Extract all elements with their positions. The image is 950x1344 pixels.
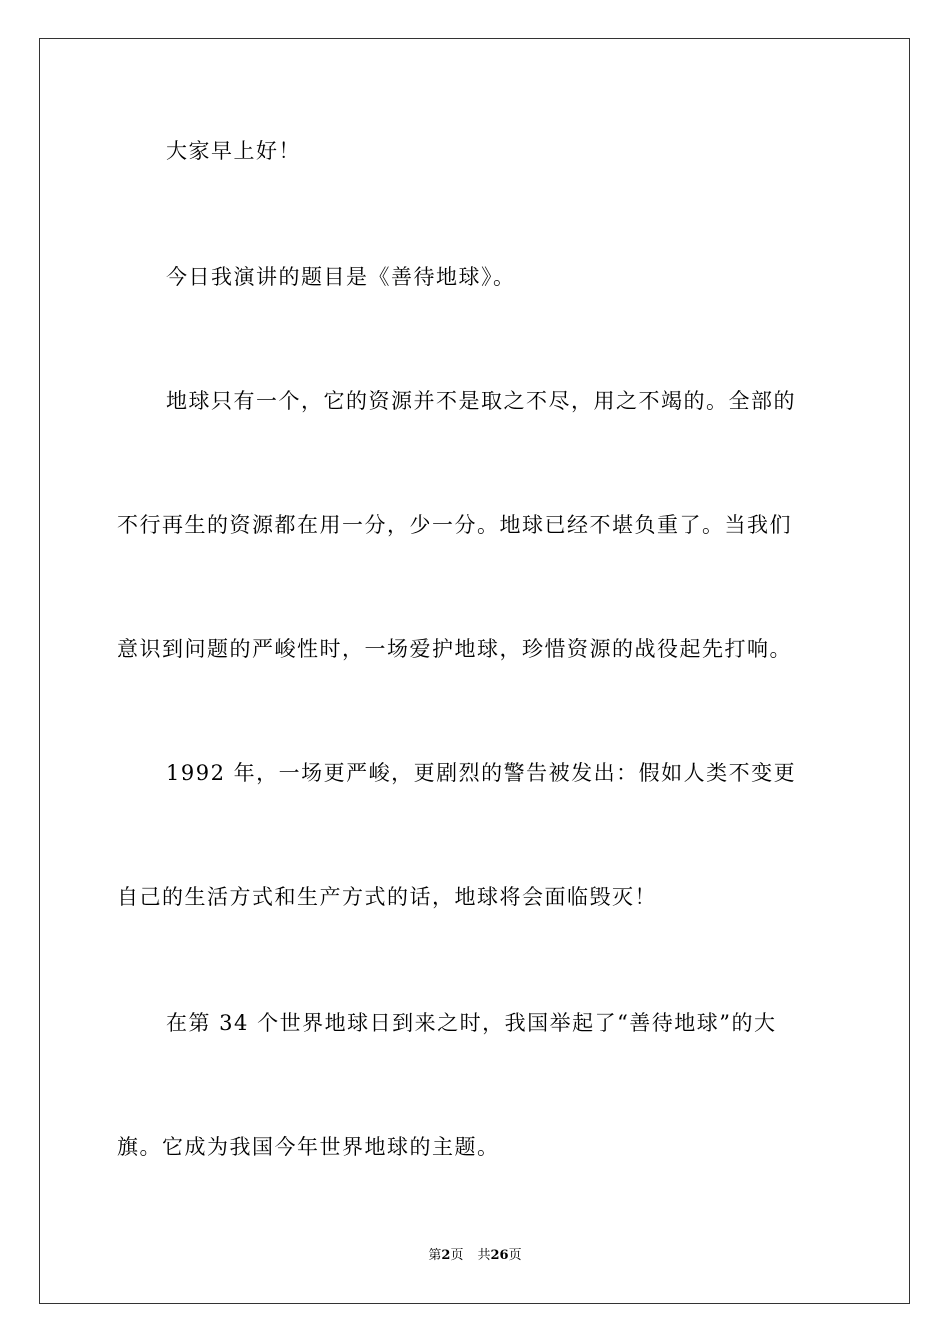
paragraph-line-6: 1992 年，一场更严峻，更剧烈的警告被发出：假如人类不变更 <box>166 761 797 785</box>
total-prefix: 共 <box>477 1248 491 1263</box>
total-pages: 26 <box>490 1248 509 1263</box>
page-suffix: 页 <box>450 1248 464 1263</box>
page-number: 2 <box>441 1248 451 1263</box>
paragraph-line-4: 不行再生的资源都在用一分，少一分。地球已经不堪负重了。当我们 <box>117 513 792 537</box>
paragraph-line-5: 意识到问题的严峻性时，一场爱护地球，珍惜资源的战役起先打响。 <box>117 637 792 661</box>
total-suffix: 页 <box>508 1248 522 1263</box>
paragraph-line-8: 在第 34 个世界地球日到来之时，我国举起了“善待地球”的大 <box>166 1011 777 1035</box>
page-footer <box>0 1247 950 1265</box>
paragraph-line-1: 大家早上好！ <box>166 139 301 163</box>
paragraph-line-7: 自己的生活方式和生产方式的话，地球将会面临毁灭！ <box>117 885 657 909</box>
paragraph-line-2: 今日我演讲的题目是《善待地球》。 <box>166 265 516 289</box>
paragraph-line-3: 地球只有一个，它的资源并不是取之不尽，用之不竭的。全部的 <box>166 389 796 413</box>
page-prefix: 第 <box>428 1248 442 1263</box>
paragraph-line-9: 旗。它成为我国今年世界地球的主题。 <box>117 1135 500 1159</box>
page-frame <box>39 38 910 1304</box>
